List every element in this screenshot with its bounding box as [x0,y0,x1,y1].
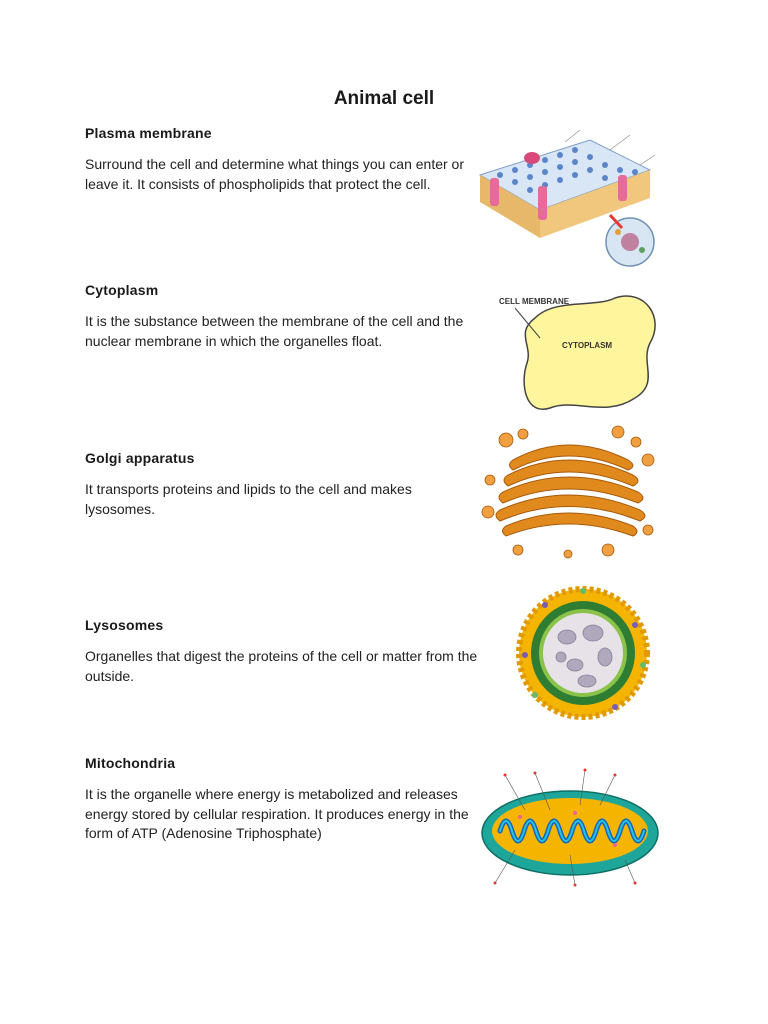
section-plasma-membrane [85,125,485,194]
section-text: It transports proteins and lipids to the cell and makes lysosomes. [85,481,412,517]
section-heading: Golgi apparatus [85,450,195,466]
section-text: Surround the cell and determine what things you can enter or leave it. It consists of phospholipids that protect the cell. [85,156,465,192]
section-heading: Mitochondria [85,755,176,771]
section-mitochondria [85,755,485,844]
golgi-apparatus-illustration [478,420,658,560]
section-cytoplasm [85,282,485,351]
page-title: Animal cell [333,88,435,109]
section-golgi-apparatus [85,450,485,519]
plasma-membrane-diagram [470,120,662,270]
section-text: It is the organelle where energy is metabolized and releases energy stored by cellular respiration. It produces energy in the form of ATP (Adenosine Triphosphate) [85,786,469,841]
section-text: Organelles that digest the proteins of the cell or matter from the outside. [85,648,478,684]
lysosome-illustration [515,585,651,721]
section-heading: Lysosomes [85,617,164,633]
section-heading: Plasma membrane [85,125,212,141]
section-heading: Cytoplasm [85,282,159,298]
section-lysosomes [85,617,485,686]
cytoplasm-diagram [495,288,665,418]
section-text: It is the substance between the membrane of the cell and the nuclear membrane in which the organelles float. [85,313,464,349]
mitochondrion-diagram [475,765,665,890]
cytoplasm-label: CYTOPLASM [562,341,613,350]
cell-membrane-label: CELL MEMBRANE [499,297,570,306]
